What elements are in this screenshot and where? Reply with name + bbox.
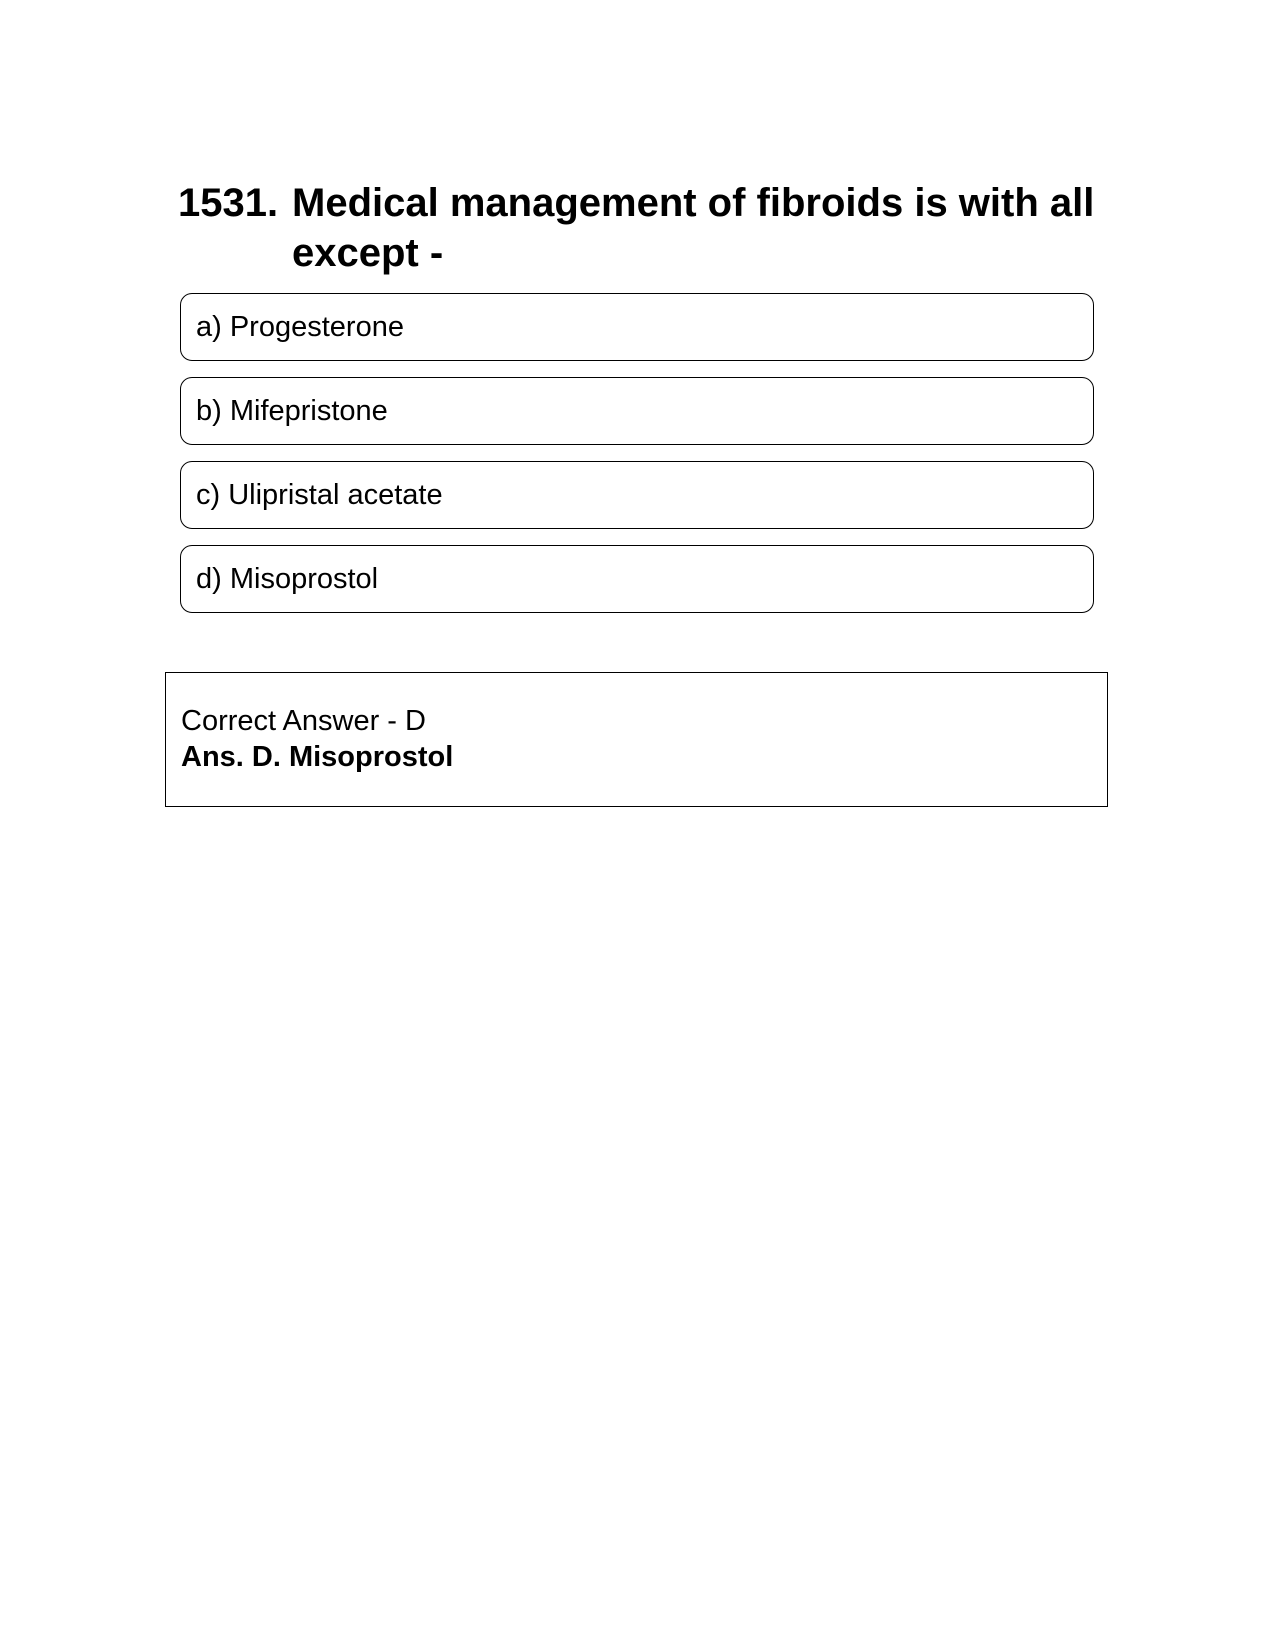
question-number: 1531. <box>178 181 279 225</box>
option-d[interactable]: d) Misoprostol <box>180 545 1094 613</box>
option-c[interactable]: c) Ulipristal acetate <box>180 461 1094 529</box>
option-a[interactable]: a) Progesterone <box>180 293 1094 361</box>
question-text: Medical management of fibroids is with all except - <box>292 181 1095 275</box>
correct-answer: Correct Answer - D <box>181 705 426 737</box>
answer-explanation: Ans. D. Misoprostol <box>181 741 454 773</box>
question-heading <box>178 178 1098 278</box>
option-b[interactable]: b) Mifepristone <box>180 377 1094 445</box>
options-list <box>180 293 1094 629</box>
answer-box <box>165 672 1108 807</box>
